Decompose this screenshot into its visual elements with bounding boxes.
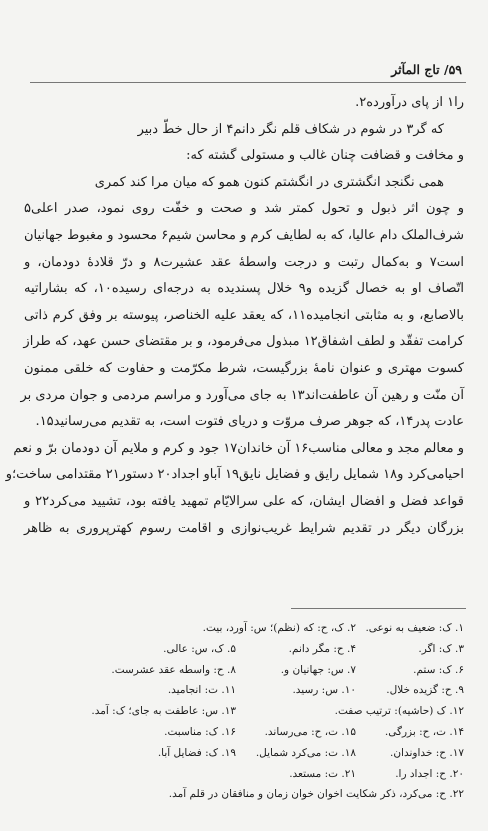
footnote: ۱۰. س: رسید.	[292, 684, 356, 697]
footnote: ۱۱. ت: انجامید.	[167, 684, 236, 697]
verse-line: که گر۳ در شوم در شکاف قلم نگر دانم۴ از حال خطّ دبیر	[137, 121, 444, 137]
footnotes	[24, 618, 464, 805]
header-rule	[30, 82, 466, 83]
footnote: ۱۶. ک: مناسبت.	[164, 725, 236, 738]
footnote-rule	[291, 608, 466, 609]
text-line: آن منّت و رهین آن عاطفت‌اند۱۳ به جای می‌آورد و مراسم مردمی و جوان مردی بر	[20, 387, 464, 403]
main-text	[5, 90, 465, 542]
running-header: ۵۹/ تاج المآثر	[391, 62, 462, 77]
footnote: ۱. ک: ضعیف به نوعی.	[365, 622, 464, 634]
footnote: ۱۳. س: عاطفت به جای؛ ک: آمد.	[91, 705, 236, 718]
text-line: بالاصابع، و به مثابتی انجامیده۱۱، که یعقد علیه الخناصر، پیوسته بر وفق کرم ذاتی	[24, 307, 465, 323]
footnote-row	[24, 701, 464, 722]
text-line: قواعد فضل و افضال ایشان، که علی سرالایّام تمهید یافته بود، تشیید می‌کرد۲۲ و	[24, 493, 464, 509]
footnote: ۵. ک، س: عالی.	[163, 642, 236, 655]
footnote-row	[24, 743, 464, 764]
text-line: عادت پدر۱۴، که جوهر صرف مروّت و دریای فتوت است، به تقدیم می‌رسانید۱۵.	[35, 414, 464, 430]
footnote: ۶. ک: ستم.	[413, 663, 464, 676]
text-line: بزرگان دیگر در تقدیم شرایط غریب‌نوازی و اقامت رسوم کهترپروری به ظاهر	[24, 520, 464, 536]
text-line: شرف‌الملک دام عالیا، که به لطایف کرم و محاسن شیم۶ محسود و مغبوط جهانیان	[24, 227, 465, 243]
footnote-row	[24, 618, 464, 639]
footnote: ۸. ح: واسطه عقد عشرست.	[111, 663, 236, 676]
verse-line: همی نگنجد انگشتری در انگشتم کنون همو که میان مرا کند کمری	[94, 174, 444, 190]
text-line: اتّصاف او به خصال گزیده و۹ خلال پسندیده به درجه‌ای رسیده۱۰، که بشاراتیه	[24, 281, 464, 297]
footnote: ۲۱. ت: مستعد.	[289, 767, 356, 780]
footnote: ۱۷. ح: خداوندان.	[390, 746, 464, 759]
footnote: ۱۸. ت: می‌کرد شمایل.	[255, 746, 356, 759]
footnote-row	[24, 680, 464, 701]
text-line: را۱ از پای درآورده۲.	[355, 95, 464, 110]
footnote-row	[24, 660, 464, 681]
footnote: ۹. ح: گزیده خلال.	[386, 684, 464, 697]
footnote: ۲۲. ح: می‌کرد، ذکر شکایت اخوان خوان زمان و منافقان در قلم آمد.	[168, 788, 464, 801]
footnote-row	[24, 639, 464, 660]
text-line: و مخافت و قضافت چنان غالب و مستولی گشته که:	[186, 148, 464, 164]
footnote: ۲. ک، ح: که (نظم)؛ س: آورد، بیت.	[202, 622, 356, 634]
footnote: ۴. ح: مگر دانم.	[288, 642, 356, 655]
text-line: احیامی‌کرد و۱۸ شمایل رایق و فضایل نایق۱۹ آباو اجداد۲۰ دستور۲۱ مقتدامی ساخت؛و	[5, 467, 464, 483]
footnote-row	[24, 764, 464, 785]
text-line: و چون اثر ذبول و تحول کمتر شد و صحت و خفّت روی نمود، صدر اعلی۵	[24, 201, 464, 217]
footnote: ۲۰. ح: اجداد را.	[395, 767, 464, 780]
text-line: کسوت مهتری و عنوان نامهٔ بزرگیست، شرط مکرّمت و حفاوت که خلقی ممنون	[24, 360, 464, 376]
footnote: ۱۵. ت، ح: می‌رساند.	[264, 725, 356, 738]
footnote: ۷. س: جهانیان و.	[280, 663, 356, 676]
footnote: ۳. ک: اگر.	[418, 642, 464, 655]
text-line: کرامت تفقّد و لطف اشفاق۱۲ مبذول می‌فرمود، و بر مقتضای حسن عهد، که طراز	[23, 334, 464, 350]
footnote: ۱۹. ک: فضایل آبا.	[157, 746, 236, 759]
text-line: است۷ و به‌کمال رتبت و درجت واسطهٔ عقد عشیرت۸ و درّ قلادهٔ دودمان، و	[24, 254, 464, 270]
footnote: ۱۲. ک (حاشیه): ترتیب صفت.	[334, 705, 464, 718]
footnote-row	[24, 722, 464, 743]
text-line: و معالم مجد و معالی مناسب۱۶ آن خاندان۱۷ جود و کرم و ملایم آن دودمان برّ و نعم	[13, 440, 464, 456]
footnote: ۱۴. ت، ح: بزرگی.	[384, 725, 464, 738]
